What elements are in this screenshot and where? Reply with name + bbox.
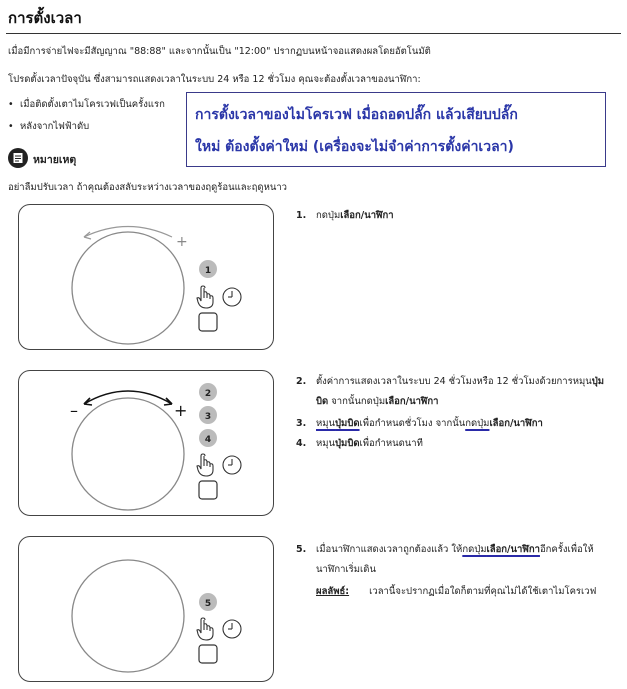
bullet-dot: • xyxy=(8,99,14,110)
step-2: 2. ตั้งค่าการแสดงเวลาในระบบ 24 ชั่วโมงหรือ 12 ชั่วโมงด้วยการหมุนปุ่ม xyxy=(296,376,605,387)
note-icon xyxy=(8,148,28,168)
step-badge-number: 4 xyxy=(204,435,212,445)
bullet-item xyxy=(8,97,165,112)
step-5-cont: นาฬิกาเริ่มเดิน xyxy=(316,564,376,575)
intro-line-2: โปรดตั้งเวลาปัจจุบัน ซึ่งสามารถแสดงเวลาในระบบ 24 หรือ 12 ชั่วโมง คุณจะต้องตั้งเวลาของนาฬิกา: xyxy=(8,74,421,85)
clock-icon xyxy=(223,620,241,638)
minus-sign: – xyxy=(70,401,78,420)
step-badge-number: 1 xyxy=(204,266,212,276)
panel-1-diagram xyxy=(18,204,274,350)
callout-line-1: การตั้งเวลาของไมโครเวฟ เมื่อถอดปลั๊ก แล้วเสียบปลั๊ก xyxy=(195,107,518,123)
clock-icon xyxy=(223,456,241,474)
hand-press-icon xyxy=(197,618,213,640)
start-square-button xyxy=(199,313,217,331)
note-label: หมายเหตุ xyxy=(33,154,77,166)
step-4: 4. หมุนปุ่มบิดเพื่อกำหนดนาที xyxy=(296,438,423,449)
step-badge-number: 5 xyxy=(204,599,212,609)
step-1: 1. กดปุ่มเลือก/นาฬิกา xyxy=(296,210,394,221)
clock-icon xyxy=(223,288,241,306)
plus-sign: + xyxy=(176,234,188,250)
plus-sign: + xyxy=(174,401,188,420)
result-label: ผลลัพธ์: xyxy=(316,586,350,597)
bullet-text: เมื่อติดตั้งเตาไมโครเวฟเป็นครั้งแรก xyxy=(20,99,165,110)
step-badge-number: 2 xyxy=(204,389,212,399)
panel-3-diagram xyxy=(18,536,274,682)
step-5: 5. เมื่อนาฬิกาแสดงเวลาถูกต้องแล้ว ให้กดปุ่มเลือก/นาฬิกาอีกครั้งเพื่อให้ xyxy=(296,544,594,555)
page-title: การตั้งเวลา xyxy=(8,9,82,27)
hand-press-icon xyxy=(197,454,213,476)
start-square-button xyxy=(199,645,217,663)
step-3: 3. หมุนปุ่มบิดเพื่อกำหนดชั่วโมง จากนั้นกดปุ่มเลือก/นาฬิกา xyxy=(296,418,543,429)
callout-line-2: ใหม่ ต้องตั้งค่าใหม่ (เครื่องจะไม่จำค่าการตั้งค่าเวลา) xyxy=(195,139,514,155)
bullet-item xyxy=(8,119,89,134)
knob-dial xyxy=(72,560,184,672)
title-divider xyxy=(6,33,621,34)
bullet-dot: • xyxy=(8,121,14,132)
step-2-cont: บิด จากนั้นกดปุ่มเลือก/นาฬิกา xyxy=(316,396,439,407)
note-text: อย่าลืมปรับเวลา ถ้าคุณต้องสลับระหว่างเวลาของฤดูร้อนและฤดูหนาว xyxy=(8,182,287,193)
knob-dial xyxy=(72,398,184,510)
hand-press-icon xyxy=(197,286,213,308)
result-text: เวลานี้จะปรากฏเมื่อใดก็ตามที่คุณไม่ได้ใช้เตาไมโครเวฟ xyxy=(369,586,597,597)
intro-line-1: เมื่อมีการจ่ายไฟจะมีสัญญาณ "88:88" และจากนั้นเป็น "12:00" ปรากฏบนหน้าจอแสดงผลโดยอัตโนมัติ xyxy=(8,46,431,57)
step-badge-number: 3 xyxy=(204,412,212,422)
knob-dial xyxy=(72,232,184,344)
start-square-button xyxy=(199,481,217,499)
result-line xyxy=(316,584,596,599)
bullet-text: หลังจากไฟฟ้าดับ xyxy=(20,121,90,132)
warning-callout xyxy=(186,92,606,167)
panel-2-diagram xyxy=(18,370,274,516)
